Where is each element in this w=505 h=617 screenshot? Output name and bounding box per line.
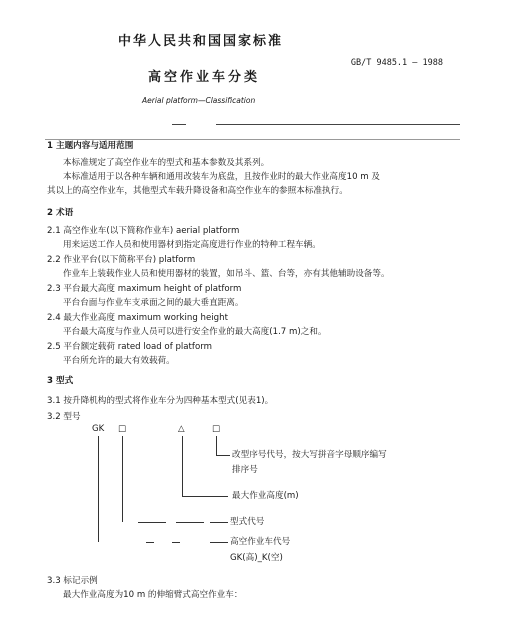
standard-code: GB/T 9485.1 — 1988 [350,58,443,68]
diagram-connector [210,522,228,523]
term-2-2: 2.2 作业平台(以下简称平台) platform [47,255,196,265]
section-1-heading: 1 主题内容与适用范围 [47,141,134,151]
document-title: 高空作业车分类 [148,70,261,85]
diagram-connector [138,522,166,523]
section-1-paragraph: 本标准规定了高空作业车的型式和基本参数及其系列。 [63,158,270,168]
document-title-english: Aerial platform—Classification [142,96,256,105]
diagram-connector [182,436,183,496]
diagram-connector [172,542,180,543]
diagram-connector [176,522,204,523]
clause-3-3-example: 最大作业高度为10 m 的伸缩臂式高空作业车： [63,590,243,600]
diagram-label-revision: 改型序号代号，按大写拼音字母顺序编写 [232,450,387,460]
section-2-heading: 2 术语 [47,208,74,218]
diagram-connector [216,455,230,456]
term-2-2-definition: 作业车上装载作业人员和使用器材的装置，如吊斗、篮、台等，亦有其他辅助设备等。 [63,269,390,279]
diagram-label-vehicle-code-note: GK(高)_K(空) [230,553,283,563]
model-placeholder-box: □ [212,424,221,434]
term-2-5-definition: 平台所允许的最大有效载荷。 [63,356,175,366]
diagram-label-type-code: 型式代号 [230,517,265,527]
model-prefix-gk: GK [92,424,105,434]
term-2-5: 2.5 平台额定载荷 rated load of platform [47,342,212,352]
term-2-3: 2.3 平台最大高度 maximum height of platform [47,284,242,294]
diagram-label-vehicle-code: 高空作业车代号 [230,537,291,547]
diagram-connector [98,436,99,542]
header-divider-short [172,124,186,125]
term-2-1: 2.1 高空作业车(以下简称作业车) aerial platform [47,226,240,236]
term-2-1-definition: 用来运送工作人员和使用器材到指定高度进行作业的特种工程车辆。 [63,240,321,250]
model-placeholder-box: □ [118,424,127,434]
diagram-connector [210,542,228,543]
header-divider-top [45,139,460,140]
diagram-label-max-height: 最大作业高度(m) [232,491,299,501]
section-1-paragraph: 本标准适用于以各种车辆和通用改装车为底盘，且按作业时的最大作业高度10 m 及 [63,172,380,182]
diagram-connector [122,436,123,522]
clause-3-3: 3.3 标记示例 [47,576,98,586]
section-1-paragraph: 其以上的高空作业车，其他型式车载升降设备和高空作业车的参照本标准执行。 [47,186,348,196]
header-divider [216,124,460,125]
diagram-connector [216,436,217,455]
diagram-label-revision-note: 排序号 [232,465,258,475]
term-2-4: 2.4 最大作业高度 maximum working height [47,313,228,323]
diagram-connector [182,496,228,497]
term-2-3-definition: 平台台面与作业车支承面之间的最大垂直距离。 [63,298,244,308]
model-placeholder-triangle: △ [178,424,185,434]
issuing-organization: 中华人民共和国国家标准 [118,34,284,49]
term-2-4-definition: 平台最大高度与作业人员可以进行安全作业的最大高度(1.7 m)之和。 [63,327,327,337]
clause-3-1: 3.1 按升降机构的型式将作业车分为四种基本型式(见表1)。 [47,396,274,406]
diagram-connector [146,542,154,543]
clause-3-2: 3.2 型号 [47,412,81,422]
section-3-heading: 3 型式 [47,376,74,386]
